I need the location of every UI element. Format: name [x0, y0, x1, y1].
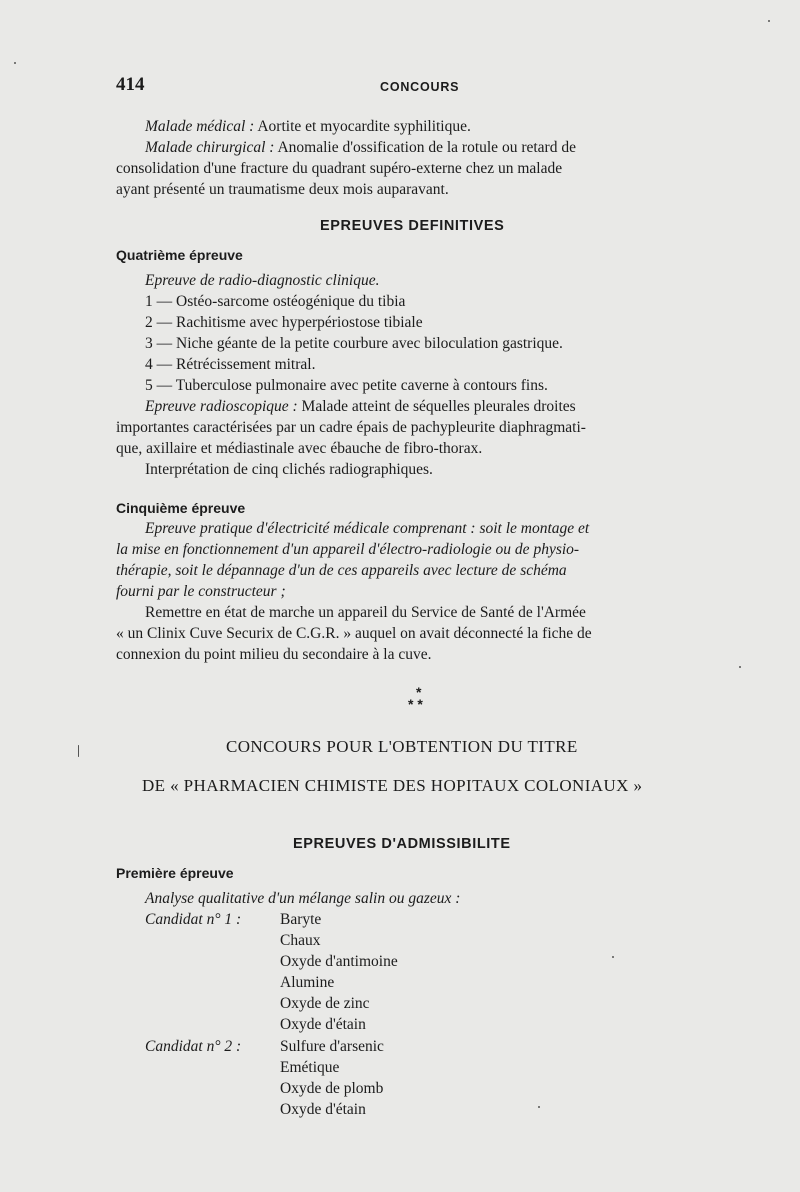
scan-speck: [768, 20, 770, 22]
admissibilite-heading: EPREUVES D'ADMISSIBILITE: [293, 836, 511, 852]
radioscopy-line-3: que, axillaire et médiastinale avec ébauche de fibro-thorax.: [116, 440, 483, 457]
candidate-2-item: Emétique: [280, 1059, 340, 1076]
fourth-item-1: 1 — Ostéo-sarcome ostéogénique du tibia: [145, 293, 406, 310]
radioscopy-label: Epreuve radioscopique :: [145, 398, 298, 415]
candidate-1-item: Alumine: [280, 974, 335, 991]
asterism-bottom: * *: [408, 696, 423, 712]
fourth-trial-intro: Epreuve de radio-diagnostic clinique.: [145, 272, 380, 289]
candidate-1-label: Candidat n° 1 :: [145, 911, 242, 928]
candidate-2-item: Oxyde de plomb: [280, 1080, 384, 1097]
repair-line-3: connexion du point milieu du secondaire à la cuve.: [116, 646, 432, 663]
interpretation-line: Interprétation de cinq clichés radiographiques.: [145, 461, 433, 478]
surgical-case: [145, 137, 720, 158]
candidate-1-item: Oxyde d'étain: [280, 1016, 366, 1033]
first-trial-title: Première épreuve: [116, 865, 234, 881]
scan-speck: [612, 956, 614, 958]
fourth-item-2: 2 — Rachitisme avec hyperpériostose tibiale: [145, 314, 423, 331]
medical-text: Aortite et myocardite syphilitique.: [257, 118, 471, 135]
candidate-2-item: Oxyde d'étain: [280, 1101, 366, 1118]
candidate-1-item: Chaux: [280, 932, 321, 949]
surgical-label: Malade chirurgical :: [145, 139, 275, 156]
fourth-item-5: 5 — Tuberculose pulmonaire avec petite caverne à contours fins.: [145, 377, 548, 394]
analysis-intro: Analyse qualitative d'un mélange salin ou gazeux :: [145, 890, 461, 907]
surgical-line-3: ayant présenté un traumatisme deux mois auparavant.: [116, 181, 449, 198]
fifth-line-1: Epreuve pratique d'électricité médicale comprenant : soit le montage et: [145, 520, 590, 537]
fifth-line-2: la mise en fonctionnement d'un appareil d'électro-radiologie ou de physio-: [116, 541, 580, 558]
definitives-heading: EPREUVES DEFINITIVES: [320, 218, 505, 234]
concours-title-line-2: DE « PHARMACIEN CHIMISTE DES HOPITAUX COLONIAUX »: [142, 776, 643, 795]
radioscopy-line-1: Epreuve radioscopique : Malade atteint de séquelles pleurales droites: [145, 398, 576, 415]
radioscopy-line-2: importantes caractérisées par un cadre épais de pachypleurite diaphragmati-: [116, 419, 586, 436]
candidate-1-item: Oxyde de zinc: [280, 995, 370, 1012]
surgical-line-1: Anomalie d'ossification de la rotule ou retard de: [277, 139, 576, 156]
fifth-trial-title: Cinquième épreuve: [116, 500, 246, 516]
scan-speck: [538, 1106, 540, 1108]
concours-title-line-1: CONCOURS POUR L'OBTENTION DU TITRE: [226, 737, 578, 756]
asterism-top: *: [416, 684, 422, 700]
fourth-trial-title: Quatrième épreuve: [116, 247, 243, 263]
fifth-line-4: fourni par le constructeur ;: [116, 583, 286, 600]
scan-speck: [739, 666, 741, 668]
candidate-1-item: Oxyde d'antimoine: [280, 953, 398, 970]
fourth-item-4: 4 — Rétrécissement mitral.: [145, 356, 316, 373]
fifth-line-3: thérapie, soit le dépannage d'un de ces appareils avec lecture de schéma: [116, 562, 567, 579]
repair-line-1: Remettre en état de marche un appareil du Service de Santé de l'Armée: [145, 604, 586, 621]
medical-label: Malade médical :: [145, 118, 255, 135]
running-title: CONCOURS: [380, 80, 460, 94]
page-number: 414: [116, 74, 145, 95]
candidate-2-item: Sulfure d'arsenic: [280, 1038, 384, 1055]
surgical-line-2: consolidation d'une fracture du quadrant supéro-externe chez un malade: [116, 160, 563, 177]
repair-line-2: « un Clinix Cuve Securix de C.G.R. » auquel on avait déconnecté la fiche de: [116, 625, 592, 642]
fourth-item-3: 3 — Niche géante de la petite courbure avec biloculation gastrique.: [145, 335, 563, 352]
candidate-2-label: Candidat n° 2 :: [145, 1038, 242, 1055]
scan-speck: [14, 62, 16, 64]
medical-case: [145, 116, 471, 137]
candidate-1-item: Baryte: [280, 911, 322, 928]
scan-speck: [78, 745, 79, 757]
